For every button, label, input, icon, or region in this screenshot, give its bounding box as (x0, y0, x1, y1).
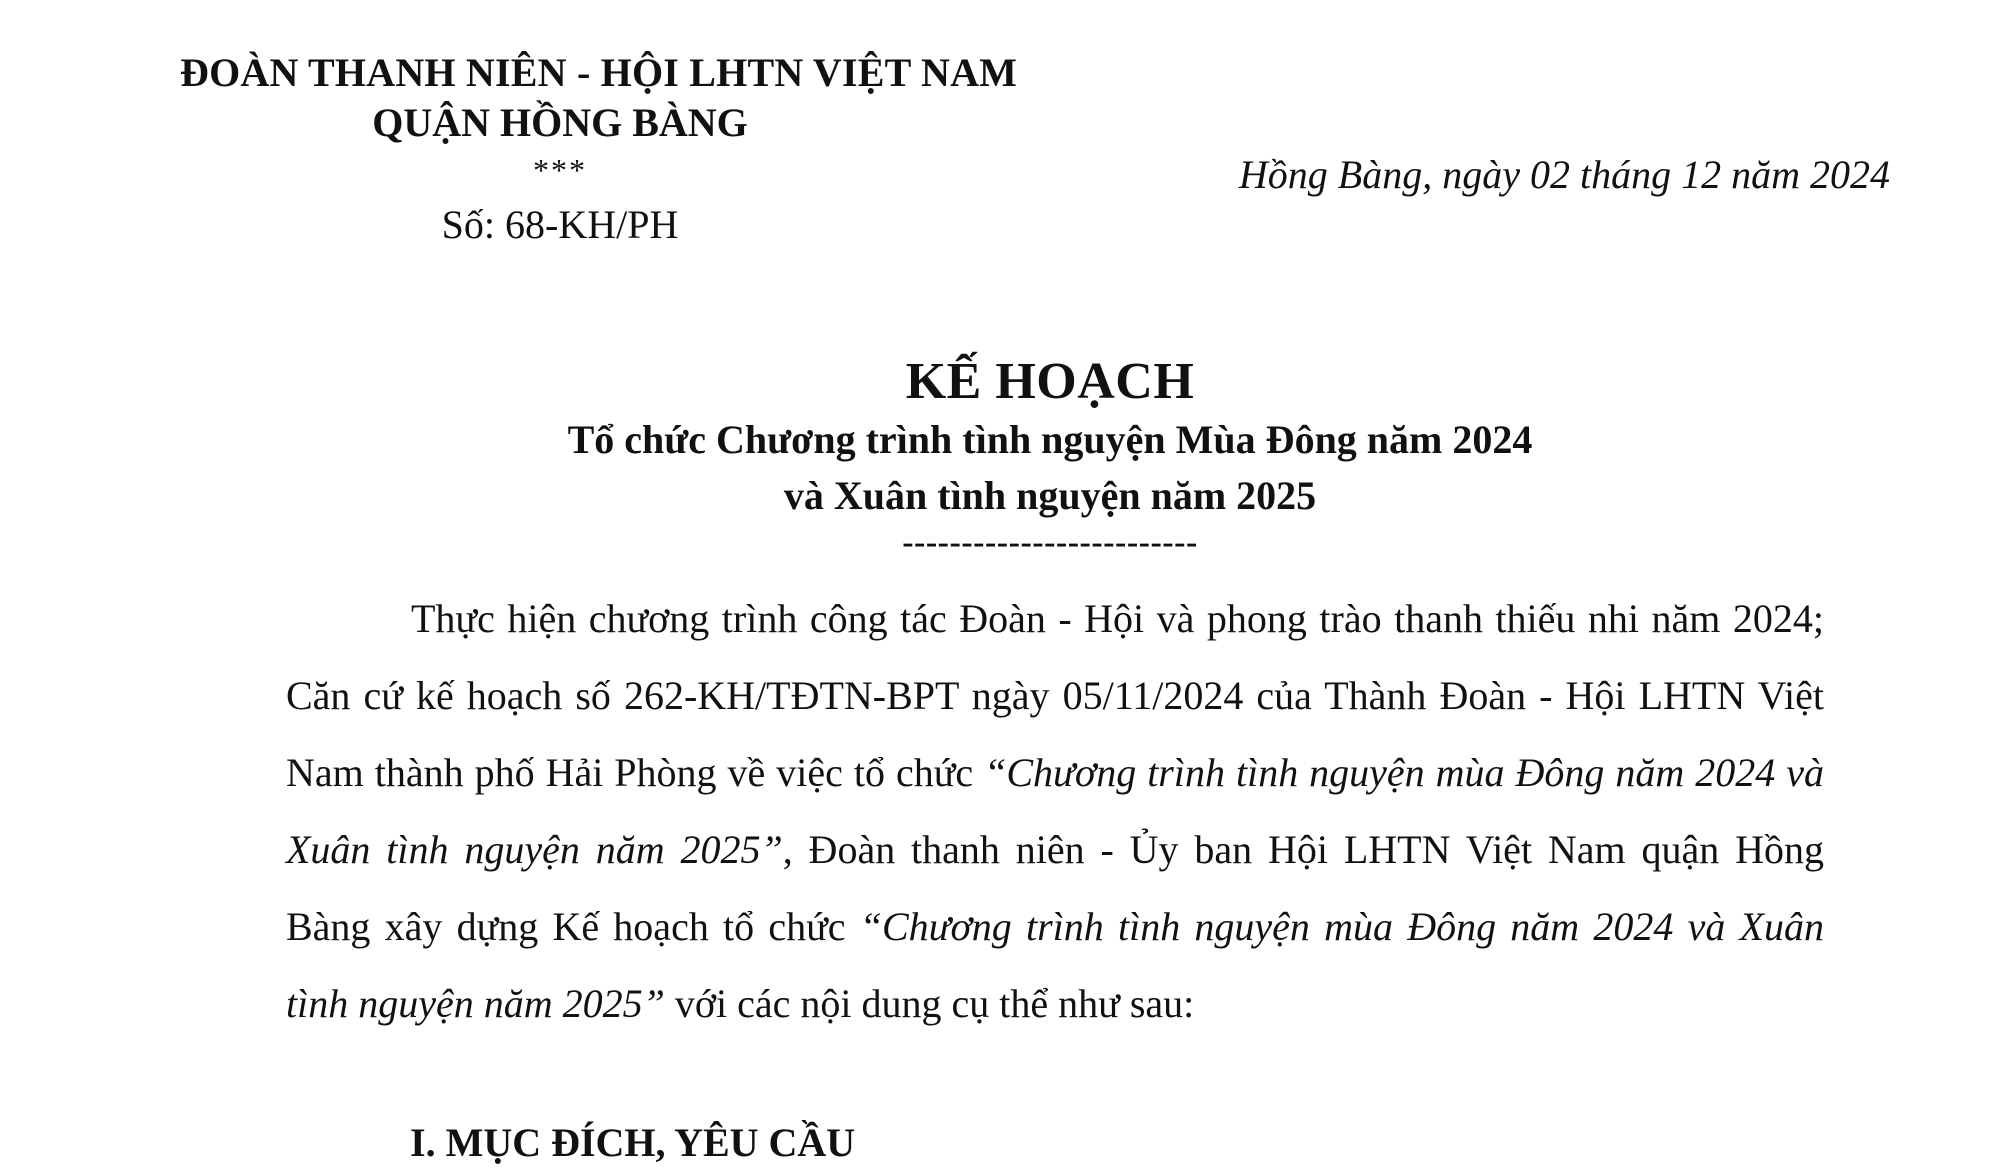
program-name-italic-1: “Chương trình tình nguyện mùa Đông năm 2024 và Xuân tình nguyện năm 2025” (286, 750, 1825, 872)
intro-text-part-3: với các nội dung cụ thể như sau: (664, 981, 1195, 1026)
intro-paragraph (286, 580, 1824, 1042)
subject-line-2: và Xuân tình nguyện năm 2025 (783, 473, 1317, 518)
intro-text-part-2: , Đoàn thanh niên - Ủy ban Hội LHTN Việt Nam quận Hồng Bàng xây dựng Kế hoạch tổ chức (286, 827, 1824, 949)
section-heading-purpose: I. MỤC ĐÍCH, YÊU CẦU (410, 1120, 856, 1165)
separator-stars: *** (533, 152, 587, 188)
title-divider: ------------------------- (902, 524, 1198, 561)
place-date: Hồng Bàng, ngày 02 tháng 12 năm 2024 (1238, 152, 1890, 197)
program-name-italic-2: “Chương trình tình nguyện mùa Đông năm 2024 và Xuân tình nguyện năm 2025” (286, 904, 1824, 1026)
document-number: Số: 68-KH/PH (441, 202, 679, 247)
issuing-organization-block (180, 48, 1018, 256)
organization-name: ĐOÀN THANH NIÊN - HỘI LHTN VIỆT NAM (180, 50, 1018, 95)
intro-text-part-1: Thực hiện chương trình công tác Đoàn - Hội và phong trào thanh thiếu nhi năm 2024; Căn cứ kế hoạch số 262-KH/TĐTN-BPT ngày 05/11/2024 của Thành Đoàn - Hội LHTN Việt Nam thành phố Hải Phòng về việc tổ chức (286, 596, 1824, 795)
subject-line-1: Tổ chức Chương trình tình nguyện Mùa Đông năm 2024 (567, 417, 1533, 462)
document-type: KẾ HOẠCH (905, 353, 1195, 410)
document-title-block (280, 352, 1820, 562)
organization-district: QUẬN HỒNG BÀNG (372, 100, 748, 145)
